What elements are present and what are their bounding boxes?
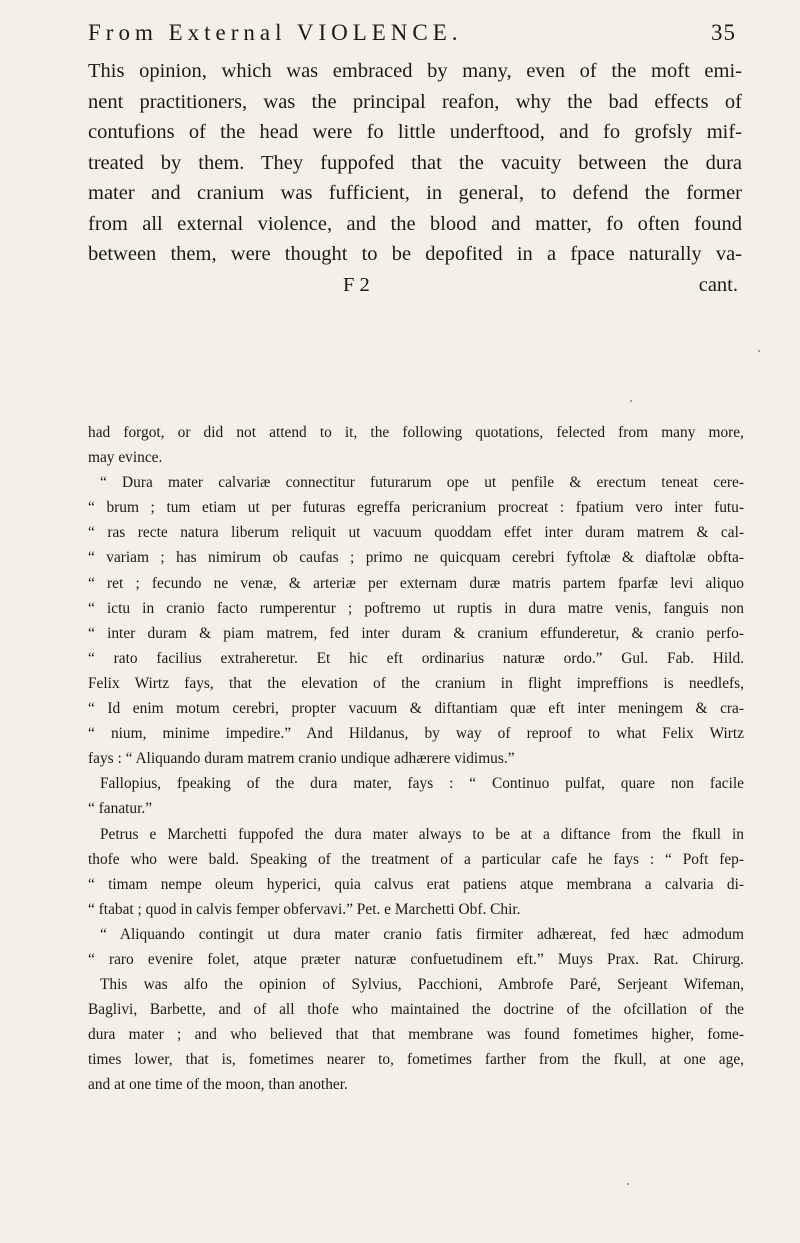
- footnote-line: fays : “ Aliquando duram matrem cranio undique adhærere vidimus.”: [88, 750, 515, 768]
- main-text-line: contufions of the head were fo little underftood, and fo grofsly mif-: [88, 121, 742, 143]
- footnote-line: This was alfo the opinion of Sylvius, Pacchioni, Ambrofe Paré, Serjeant Wifeman,: [100, 976, 744, 994]
- footnote-line: “ Dura mater calvariæ connectitur futurarum ope ut penfile & erectum teneat cere-: [100, 474, 744, 492]
- footnote-line: “ brum ; tum etiam ut per futuras egreffa pericranium procreat : fpatium vero inter futu-: [88, 499, 744, 517]
- footnote-line: “ inter duram & piam matrem, fed inter duram & cranium effunderetur, & cranio perfo-: [88, 624, 744, 642]
- footnote-line: “ Aliquando contingit ut dura mater cranio fatis firmiter adhæreat, fed hæc admodum: [100, 925, 744, 943]
- paper-speck: [758, 350, 760, 352]
- footnote-line: “ ftabat ; quod in calvis femper obfervavi.” Pet. e Marchetti Obf. Chir.: [88, 900, 521, 918]
- footnote-line: had forgot, or did not attend to it, the following quotations, felected from many more,: [88, 424, 744, 441]
- running-head: [88, 20, 736, 56]
- main-text-line: nent practitioners, was the principal reafon, why the bad effects of: [88, 90, 742, 113]
- main-text-line: between them, were thought to be depofited in a fpace naturally va-: [88, 243, 742, 265]
- footnote-line: Felix Wirtz fays, that the elevation of the cranium in flight impreffions is needlefs,: [88, 674, 744, 692]
- footnote-line: “ Id enim motum cerebri, propter vacuum & diftantiam quæ eft inter meningem & cra-: [88, 700, 744, 718]
- paper-speck: [630, 400, 632, 402]
- footnote-line: “ raro evenire folet, atque præter naturæ confuetudinem eft.” Muys Prax. Rat. Chirurg.: [88, 950, 744, 968]
- footnote-line: “ ret ; fecundo ne venæ, & arteriæ per externam duræ matris partem fparfæ levi aliquo: [88, 574, 744, 592]
- footnote-line: dura mater ; and who believed that that membrane was found fometimes higher, fome-: [88, 1026, 744, 1044]
- footnote-line: and at one time of the moon, than another.: [88, 1076, 348, 1094]
- signature-mark: F 2: [343, 273, 370, 296]
- footnote-line: “ ictu in cranio facto rumperentur ; poftremo ut ruptis in dura matre venis, fanguis non: [88, 599, 744, 617]
- main-text-line: This opinion, which was embraced by many, even of the moft emi-: [88, 60, 742, 82]
- paper-speck: [627, 1183, 629, 1185]
- footnote-line: times lower, that is, fometimes nearer to, fometimes farther from the fkull, at one age,: [88, 1051, 744, 1069]
- footnote-line: “ nium, minime impedire.” And Hildanus, by way of reproof to what Felix Wirtz: [88, 725, 744, 743]
- footnote-line: thofe who were bald. Speaking of the treatment of a particular cafe he fays : “ Poft fep-: [88, 850, 744, 868]
- running-head-title: From External VIOLENCE.: [88, 20, 463, 45]
- main-text-line: treated by them. They fuppofed that the vacuity between the dura: [88, 151, 742, 174]
- footnote-line: may evince.: [88, 449, 163, 467]
- catchword: cant.: [698, 273, 738, 296]
- footnote-line: “ rato facilius extraheretur. Et hic eft ordinarius naturæ ordo.” Gul. Fab. Hild.: [88, 649, 744, 667]
- page-number: 35: [711, 20, 736, 45]
- main-text-line: from all external violence, and the blood and matter, fo often found: [88, 212, 742, 235]
- footnote-line: Fallopius, fpeaking of the dura mater, fays : “ Continuo pulfat, quare non facile: [100, 775, 744, 793]
- footnote-line: “ fanatur.”: [88, 800, 153, 818]
- main-paragraph: [88, 56, 742, 300]
- footnote-line: “ timam nempe oleum hyperici, quia calvus erat patiens atque membrana a calvaria di-: [88, 875, 744, 893]
- footnote-line: Petrus e Marchetti fuppofed the dura mater always to be at a diftance from the fkull in: [100, 825, 744, 843]
- signature-line: [88, 270, 742, 301]
- main-text-line: mater and cranium was fufficient, in general, to defend the former: [88, 182, 742, 204]
- footnote: [88, 420, 744, 1098]
- footnote-line: “ ras recte natura liberum reliquit ut vacuum quoddam effet inter duram matrem & cal-: [88, 524, 744, 542]
- footnote-line: Baglivi, Barbette, and of all thofe who maintained the doctrine of the ofcillation of the: [88, 1001, 744, 1019]
- footnote-line: “ variam ; has nimirum ob caufas ; primo ne quicquam cerebri fyftolæ & diaftolæ obfta-: [88, 549, 744, 567]
